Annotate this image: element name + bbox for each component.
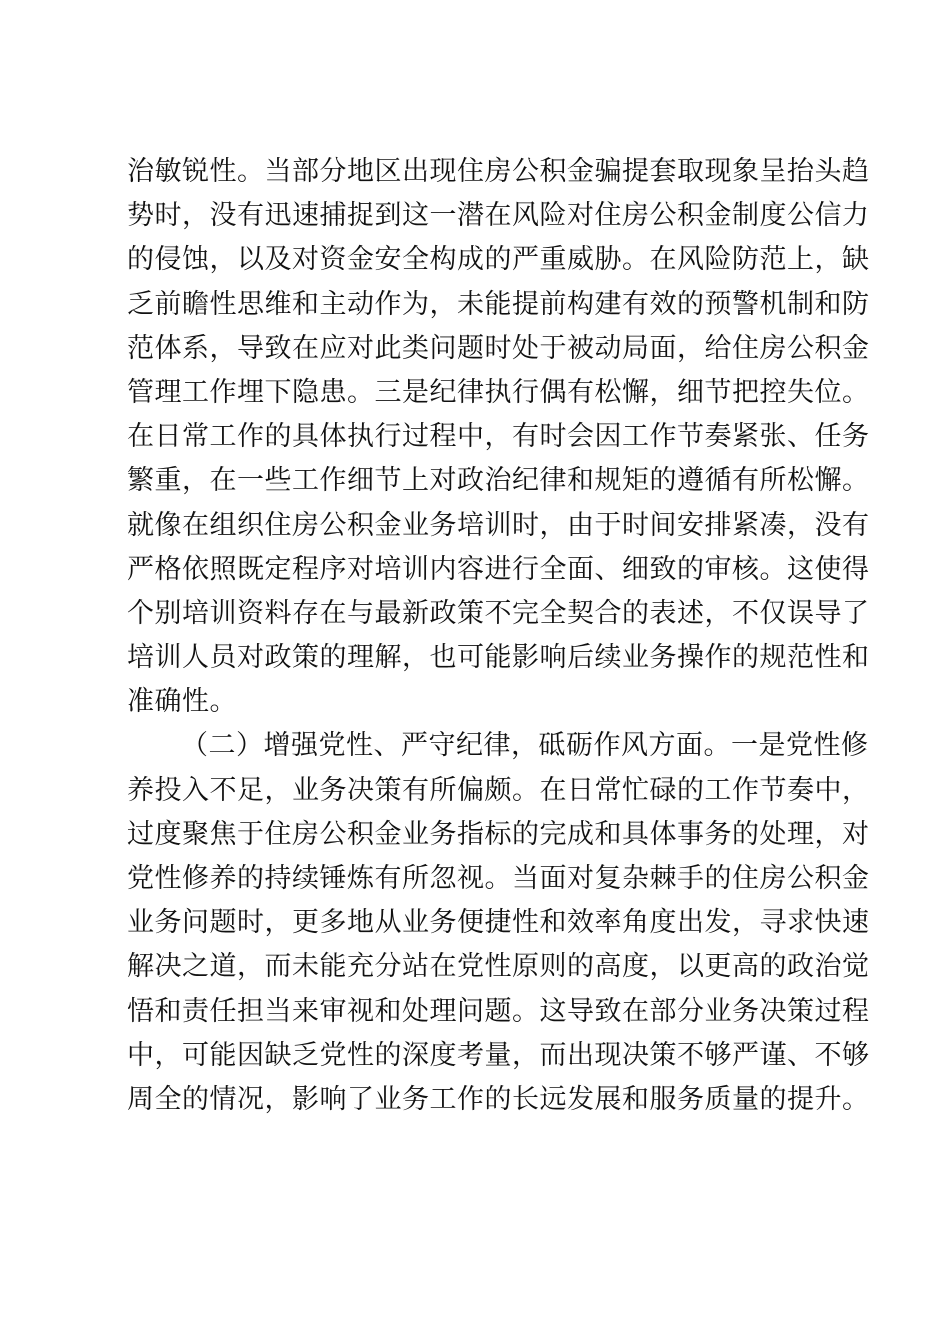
text-line: 繁重，在一些工作细节上对政治纪律和规矩的遵循有所松懈。 xyxy=(127,465,870,497)
text-line: 严格依照既定程序对培训内容进行全面、细致的审核。这使得 xyxy=(127,553,870,585)
text-line: 悟和责任担当来审视和处理问题。这导致在部分业务决策过程 xyxy=(127,995,870,1027)
text-line: 过度聚焦于住房公积金业务指标的完成和具体事务的处理，对 xyxy=(127,818,870,850)
text-line: 周全的情况，影响了业务工作的长远发展和服务质量的提升。 xyxy=(127,1083,870,1115)
text-line: 在日常工作的具体执行过程中，有时会因工作节奏紧张、任务 xyxy=(127,421,870,453)
text-line: 准确性。 xyxy=(127,686,237,718)
body-text xyxy=(127,150,870,1122)
text-line: 中，可能因缺乏党性的深度考量，而出现决策不够严谨、不够 xyxy=(127,1039,870,1071)
text-line: 就像在组织住房公积金业务培训时，由于时间安排紧凑，没有 xyxy=(127,509,870,541)
text-line: 范体系，导致在应对此类问题时处于被动局面，给住房公积金 xyxy=(127,332,870,364)
text-line: 养投入不足，业务决策有所偏颇。在日常忙碌的工作节奏中， xyxy=(127,774,870,806)
text-line: 培训人员对政策的理解，也可能影响后续业务操作的规范性和 xyxy=(127,642,870,674)
text-line: 解决之道，而未能充分站在党性原则的高度，以更高的政治觉 xyxy=(127,951,870,983)
text-line: 势时，没有迅速捕捉到这一潜在风险对住房公积金制度公信力 xyxy=(127,200,870,232)
text-line: 乏前瞻性思维和主动作为，未能提前构建有效的预警机制和防 xyxy=(127,288,870,320)
text-line: 个别培训资料存在与最新政策不完全契合的表述，不仅误导了 xyxy=(127,597,870,629)
text-line: 的侵蚀，以及对资金安全构成的严重威胁。在风险防范上，缺 xyxy=(127,244,870,276)
text-line: 党性修养的持续锤炼有所忽视。当面对复杂棘手的住房公积金 xyxy=(127,863,870,894)
text-line: 管理工作埋下隐患。三是纪律执行偶有松懈，细节把控失位。 xyxy=(127,376,870,408)
text-line: 业务问题时，更多地从业务便捷性和效率角度出发，寻求快速 xyxy=(127,907,870,939)
text-line: 治敏锐性。当部分地区出现住房公积金骗提套取现象呈抬头趋 xyxy=(127,156,870,187)
section-heading-line: （二）增强党性、严守纪律，砥砺作风方面。一是党性修 xyxy=(181,730,869,762)
